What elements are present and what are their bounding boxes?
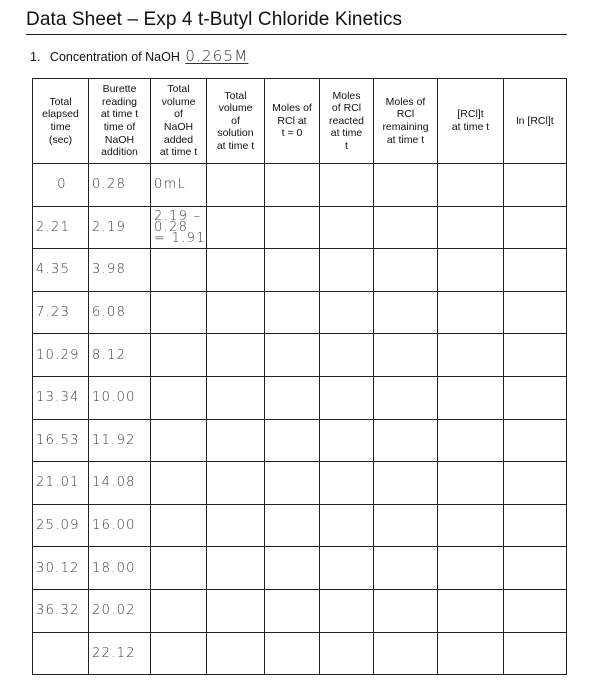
cell-volume-naoh-added bbox=[151, 164, 207, 207]
cell-ln-rcl bbox=[504, 206, 567, 249]
header-volume-naoh-added bbox=[151, 79, 207, 164]
header-line: elapsed bbox=[42, 108, 79, 121]
cell-rcl-concentration bbox=[438, 164, 504, 207]
cell-volume-naoh-added bbox=[151, 419, 207, 462]
cell-volume-naoh-added bbox=[151, 462, 207, 505]
cell-rcl-concentration bbox=[438, 376, 504, 419]
cell-moles-rcl-initial bbox=[265, 164, 320, 207]
cell-volume-naoh-added bbox=[151, 547, 207, 590]
header-row bbox=[33, 79, 567, 164]
cell-elapsed-time: 10.29 bbox=[33, 334, 89, 377]
cell-ln-rcl bbox=[504, 291, 567, 334]
cell-elapsed-time bbox=[33, 632, 89, 675]
kinetics-data-table bbox=[32, 78, 567, 675]
header-ln-rcl bbox=[504, 79, 567, 164]
cell-moles-rcl-remaining bbox=[374, 206, 438, 249]
cell-rcl-concentration bbox=[438, 547, 504, 590]
cell-moles-rcl-initial bbox=[265, 419, 320, 462]
cell-moles-rcl-remaining bbox=[374, 589, 438, 632]
table-row bbox=[33, 589, 567, 632]
cell-volume-solution bbox=[207, 206, 265, 249]
table-row bbox=[33, 462, 567, 505]
cell-volume-naoh-added bbox=[151, 589, 207, 632]
cell-volume-solution bbox=[207, 376, 265, 419]
cell-moles-rcl-initial bbox=[265, 376, 320, 419]
cell-ln-rcl bbox=[504, 547, 567, 590]
volume-line: 2.19 – bbox=[154, 208, 202, 224]
cell-moles-rcl-initial bbox=[265, 547, 320, 590]
cell-ln-rcl bbox=[504, 334, 567, 377]
cell-volume-solution bbox=[207, 419, 265, 462]
header-line: t bbox=[345, 139, 348, 152]
table-row bbox=[33, 504, 567, 547]
cell-moles-rcl-reacted bbox=[320, 164, 374, 207]
cell-ln-rcl bbox=[504, 249, 567, 292]
cell-moles-rcl-reacted bbox=[320, 419, 374, 462]
sheet-title: Data Sheet – Exp 4 t-Butyl Chloride Kinetics bbox=[26, 9, 403, 30]
cell-moles-rcl-remaining bbox=[374, 504, 438, 547]
header-line: RCl at bbox=[277, 114, 307, 127]
title-underline bbox=[26, 34, 567, 35]
header-line: RCl bbox=[396, 108, 415, 121]
header-line: Moles bbox=[332, 89, 361, 102]
header-moles-rcl-initial bbox=[265, 79, 320, 164]
header-line: Total bbox=[49, 95, 72, 108]
cell-moles-rcl-reacted bbox=[320, 334, 374, 377]
table-row bbox=[33, 249, 567, 292]
table-row bbox=[33, 334, 567, 377]
cell-burette-reading: 10.00 bbox=[89, 376, 151, 419]
cell-volume-solution bbox=[207, 504, 265, 547]
cell-elapsed-time: 21.01 bbox=[33, 462, 89, 505]
cell-moles-rcl-remaining bbox=[374, 547, 438, 590]
cell-rcl-concentration bbox=[438, 206, 504, 249]
cell-ln-rcl bbox=[504, 589, 567, 632]
header-burette-reading bbox=[89, 79, 151, 164]
header-line: addition bbox=[101, 146, 138, 159]
cell-elapsed-time: 2.21 bbox=[33, 206, 89, 249]
cell-volume-naoh-added bbox=[151, 504, 207, 547]
header-line: Moles of bbox=[385, 95, 426, 108]
cell-moles-rcl-remaining bbox=[374, 462, 438, 505]
volume-line: 0.28 bbox=[154, 219, 189, 235]
cell-rcl-concentration bbox=[438, 462, 504, 505]
cell-burette-reading: 18.00 bbox=[89, 547, 151, 590]
header-line: Burette bbox=[102, 83, 137, 96]
header-line: time of bbox=[103, 121, 136, 133]
cell-elapsed-time: 0 bbox=[33, 164, 89, 207]
cell-rcl-concentration bbox=[438, 419, 504, 462]
cell-moles-rcl-initial bbox=[265, 206, 320, 249]
header-line: solution bbox=[217, 127, 254, 140]
header-line: of bbox=[174, 108, 183, 121]
header-moles-rcl-reacted bbox=[320, 79, 374, 164]
cell-volume-solution bbox=[207, 462, 265, 505]
cell-moles-rcl-remaining bbox=[374, 419, 438, 462]
header-volume-solution bbox=[207, 79, 265, 164]
cell-elapsed-time: 30.12 bbox=[33, 547, 89, 590]
cell-rcl-concentration bbox=[438, 291, 504, 334]
concentration-line bbox=[30, 47, 248, 65]
cell-rcl-concentration bbox=[438, 589, 504, 632]
cell-moles-rcl-initial bbox=[265, 334, 320, 377]
cell-elapsed-time: 4.35 bbox=[33, 249, 89, 292]
cell-burette-reading: 6.08 bbox=[89, 291, 151, 334]
header-line: volume bbox=[161, 95, 196, 108]
cell-moles-rcl-reacted bbox=[320, 291, 374, 334]
cell-elapsed-time: 13.34 bbox=[33, 376, 89, 419]
table-row bbox=[33, 547, 567, 590]
question-number: 1. bbox=[30, 50, 41, 64]
cell-elapsed-time: 36.32 bbox=[33, 589, 89, 632]
cell-ln-rcl bbox=[504, 462, 567, 505]
header-line: of RCl bbox=[331, 102, 362, 115]
header-line: at time t bbox=[216, 139, 255, 152]
cell-rcl-concentration bbox=[438, 504, 504, 547]
cell-moles-rcl-initial bbox=[265, 291, 320, 334]
header-line: [RCl]t bbox=[457, 108, 484, 121]
header-line: Total bbox=[167, 83, 190, 96]
cell-ln-rcl bbox=[504, 419, 567, 462]
cell-elapsed-time: 25.09 bbox=[33, 504, 89, 547]
cell-volume-solution bbox=[207, 334, 265, 377]
cell-ln-rcl bbox=[504, 504, 567, 547]
header-line: at time t bbox=[386, 133, 425, 146]
cell-volume-solution bbox=[207, 589, 265, 632]
cell-moles-rcl-remaining bbox=[374, 249, 438, 292]
cell-burette-reading: 0.28 bbox=[89, 164, 151, 207]
cell-moles-rcl-reacted bbox=[320, 249, 374, 292]
cell-volume-naoh-added bbox=[151, 334, 207, 377]
cell-elapsed-time: 16.53 bbox=[33, 419, 89, 462]
cell-moles-rcl-remaining bbox=[374, 291, 438, 334]
header-line: NaOH bbox=[104, 133, 135, 146]
cell-volume-solution bbox=[207, 547, 265, 590]
header-elapsed-time bbox=[33, 79, 89, 164]
cell-ln-rcl bbox=[504, 632, 567, 675]
cell-moles-rcl-reacted bbox=[320, 462, 374, 505]
cell-moles-rcl-remaining bbox=[374, 334, 438, 377]
cell-moles-rcl-remaining bbox=[374, 632, 438, 675]
volume-line: = 1.91 bbox=[154, 230, 206, 246]
header-line: at time t bbox=[159, 146, 198, 159]
cell-burette-reading: 2.19 bbox=[89, 206, 151, 249]
header-line: time bbox=[50, 121, 71, 133]
header-line: remaining bbox=[382, 121, 429, 133]
cell-elapsed-time: 7.23 bbox=[33, 291, 89, 334]
table-row bbox=[33, 206, 567, 249]
header-line: added bbox=[163, 133, 194, 146]
cell-burette-reading: 16.00 bbox=[89, 504, 151, 547]
header-line: Total bbox=[224, 89, 247, 102]
header-line: at time t bbox=[451, 121, 490, 133]
cell-burette-reading: 8.12 bbox=[89, 334, 151, 377]
header-line: ln [RCl]t bbox=[516, 114, 554, 127]
header-rcl-concentration bbox=[438, 79, 504, 164]
cell-rcl-concentration bbox=[438, 632, 504, 675]
cell-volume-solution bbox=[207, 249, 265, 292]
concentration-value: 0.265M bbox=[185, 47, 249, 65]
cell-burette-reading: 20.02 bbox=[89, 589, 151, 632]
cell-moles-rcl-reacted bbox=[320, 504, 374, 547]
cell-moles-rcl-initial bbox=[265, 632, 320, 675]
table-row bbox=[33, 632, 567, 675]
cell-moles-rcl-initial bbox=[265, 504, 320, 547]
cell-ln-rcl bbox=[504, 376, 567, 419]
header-moles-rcl-remaining bbox=[374, 79, 438, 164]
cell-moles-rcl-reacted bbox=[320, 589, 374, 632]
cell-moles-rcl-reacted bbox=[320, 206, 374, 249]
table-row bbox=[33, 164, 567, 207]
table-row bbox=[33, 291, 567, 334]
cell-volume-solution bbox=[207, 164, 265, 207]
concentration-label: Concentration of NaOH bbox=[49, 50, 180, 64]
cell-volume-solution bbox=[207, 632, 265, 675]
cell-volume-naoh-added bbox=[151, 249, 207, 292]
cell-burette-reading: 3.98 bbox=[89, 249, 151, 292]
volume-line: 0mL bbox=[154, 177, 187, 193]
cell-volume-naoh-added bbox=[151, 632, 207, 675]
cell-volume-naoh-added bbox=[151, 376, 207, 419]
cell-moles-rcl-remaining bbox=[374, 376, 438, 419]
cell-burette-reading: 14.08 bbox=[89, 462, 151, 505]
header-line: of bbox=[231, 114, 240, 127]
table-body bbox=[33, 164, 567, 675]
table-row bbox=[33, 419, 567, 462]
cell-moles-rcl-reacted bbox=[320, 547, 374, 590]
cell-volume-naoh-added bbox=[151, 206, 207, 249]
cell-moles-rcl-initial bbox=[265, 589, 320, 632]
header-line: (sec) bbox=[48, 133, 73, 146]
cell-moles-rcl-reacted bbox=[320, 632, 374, 675]
header-line: reading bbox=[101, 95, 138, 108]
cell-burette-reading: 22.12 bbox=[89, 632, 151, 675]
cell-moles-rcl-reacted bbox=[320, 376, 374, 419]
table-row bbox=[33, 376, 567, 419]
cell-moles-rcl-initial bbox=[265, 462, 320, 505]
header-line: at time bbox=[330, 127, 363, 140]
cell-ln-rcl bbox=[504, 164, 567, 207]
cell-moles-rcl-remaining bbox=[374, 164, 438, 207]
header-line: Moles of bbox=[272, 102, 312, 115]
cell-rcl-concentration bbox=[438, 249, 504, 292]
cell-rcl-concentration bbox=[438, 334, 504, 377]
cell-moles-rcl-initial bbox=[265, 249, 320, 292]
cell-volume-solution bbox=[207, 291, 265, 334]
header-line: at time t bbox=[100, 108, 139, 121]
cell-burette-reading: 11.92 bbox=[89, 419, 151, 462]
cell-volume-naoh-added bbox=[151, 291, 207, 334]
header-line: t = 0 bbox=[281, 127, 303, 140]
header-line: NaOH bbox=[163, 121, 194, 133]
header-line: reacted bbox=[328, 114, 365, 127]
header-line: volume bbox=[218, 102, 253, 115]
